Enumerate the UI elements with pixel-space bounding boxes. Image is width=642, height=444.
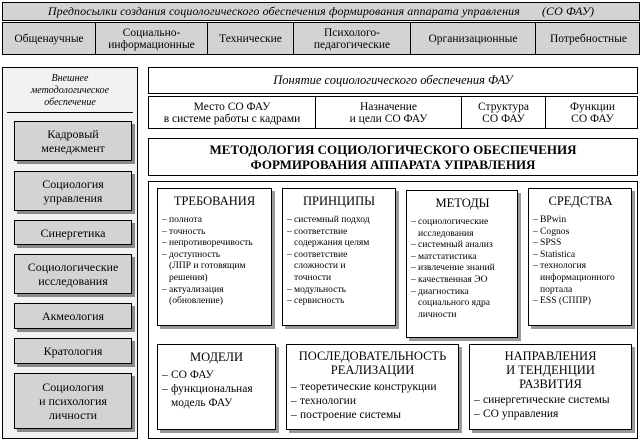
concept-place: Место СО ФАУ в системе работы с кадрами [163,100,301,125]
prerequisites-row [2,22,640,55]
concept-row [148,96,638,129]
methodology-title: МЕТОДОЛОГИЯ СОЦИОЛОГИЧЕСКОГО ОБЕСПЕЧЕНИЯ ФОРМИРОВАНИЯ АППАРАТА УПРАВЛЕНИЯ [148,138,638,176]
models-block [157,344,276,430]
models-title: МОДЕЛИ [189,350,244,364]
model-so-fau: – СО ФАУ [162,368,271,382]
requirements-block [157,188,272,326]
prerequisite-needs: Потребностные [535,23,641,54]
requirements-list [162,214,267,307]
requirement-consistency: – непротиворечивость [162,237,267,249]
prerequisite-technical: Технические [207,23,293,54]
means-cognos: – Cognos [533,226,628,238]
concept-structure: Структура СО ФАУ [461,97,545,128]
principles-title: ПРИНЦИПЫ [302,194,375,208]
left-item-sociology-psychology: Социология и психология личности [14,373,132,429]
principles-block [282,188,396,326]
sequence-list [291,380,454,422]
means-list [533,214,628,307]
principle-complexity-accuracy: – соответствие сложности и точности [287,249,391,284]
methods-block [406,190,518,338]
method-sociological-research: – социологические исследования [411,216,514,239]
concept-purpose: Назначение и цели СО ФАУ [315,97,461,128]
prerequisite-organizational: Организационные [410,23,535,54]
concept-title: Понятие социологического обеспечения ФАУ [148,67,638,94]
methods-list [411,216,514,320]
principle-content-goals: – соответствие содержания целям [287,226,391,249]
method-diagnostics: – диагностика социального ядра личности [411,286,514,321]
requirements-title: ТРЕБОВАНИЯ [173,194,256,208]
sequence-block [286,344,459,430]
means-block [528,188,632,326]
model-functional: – функциональная модель ФАУ [162,382,271,410]
external-methodology-panel [2,67,138,439]
sequence-theoretical: – теоретические конструкции [291,380,454,394]
prerequisites-abbr: (СО ФАУ) [541,4,595,18]
left-item-kratology: Кратология [14,338,132,364]
means-ess: – ESS (СППР) [533,295,628,307]
method-systems-analysis: – системный анализ [411,239,514,251]
principle-modularity: – модульность [287,284,391,296]
prerequisites-title [2,2,640,21]
directions-list [474,393,627,421]
prerequisite-socio-informational: Социально- информационные [95,23,207,54]
left-item-sociology-of-management: Социология управления [14,171,132,211]
directions-block [469,344,632,430]
requirement-completeness: – полнота [162,214,267,226]
means-spss: – SPSS [533,237,628,249]
method-qualitative-eo: – качественная ЭО [411,274,514,286]
requirement-accessibility: – доступность (ЛПР и готовящим решения) [162,249,267,284]
method-mathstat: – матстатистика [411,251,514,263]
prerequisite-general-scientific: Общенаучные [14,32,84,45]
directions-title: НАПРАВЛЕНИЯ И ТЕНДЕНЦИИ РАЗВИТИЯ [504,349,597,391]
direction-so-management: – СО управления [474,407,627,421]
means-info-portal: – технология информационного портала [533,260,628,295]
sequence-title: ПОСЛЕДОВАТЕЛЬНОСТЬ РЕАЛИЗАЦИИ [298,349,447,377]
principles-list [287,214,391,307]
principle-service: – сервисность [287,295,391,307]
concept-functions: Функции СО ФАУ [545,97,639,128]
prerequisite-psycho-pedagogical: Психолого- педагогические [293,23,410,54]
sequence-system-building: – построение системы [291,408,454,422]
means-title: СРЕДСТВА [548,194,613,208]
direction-synergetic: – синергетические системы [474,393,627,407]
methods-title: МЕТОДЫ [435,196,490,210]
left-item-sociological-research: Социологические исследования [14,254,132,294]
requirement-actualization: – актуализация (обновление) [162,284,267,307]
sequence-technologies: – технологии [291,394,454,408]
method-knowledge-extraction: – извлечение знаний [411,262,514,274]
left-item-synergetics: Синергетика [14,220,132,245]
requirement-accuracy: – точность [162,226,267,238]
left-item-personnel-management: Кадровый менеджмент [14,121,132,161]
means-bpwin: – BPwin [533,214,628,226]
prerequisites-title-text: Предпосылки создания социологического обеспечения формирования аппарата управления [47,4,520,18]
models-list [162,368,271,410]
external-methodology-header: Внешнее методологическое обеспечение [7,70,133,113]
principle-systems-approach: – системный подход [287,214,391,226]
left-item-acmeology: Акмеология [14,303,132,329]
means-statistica: – Statistica [533,249,628,261]
